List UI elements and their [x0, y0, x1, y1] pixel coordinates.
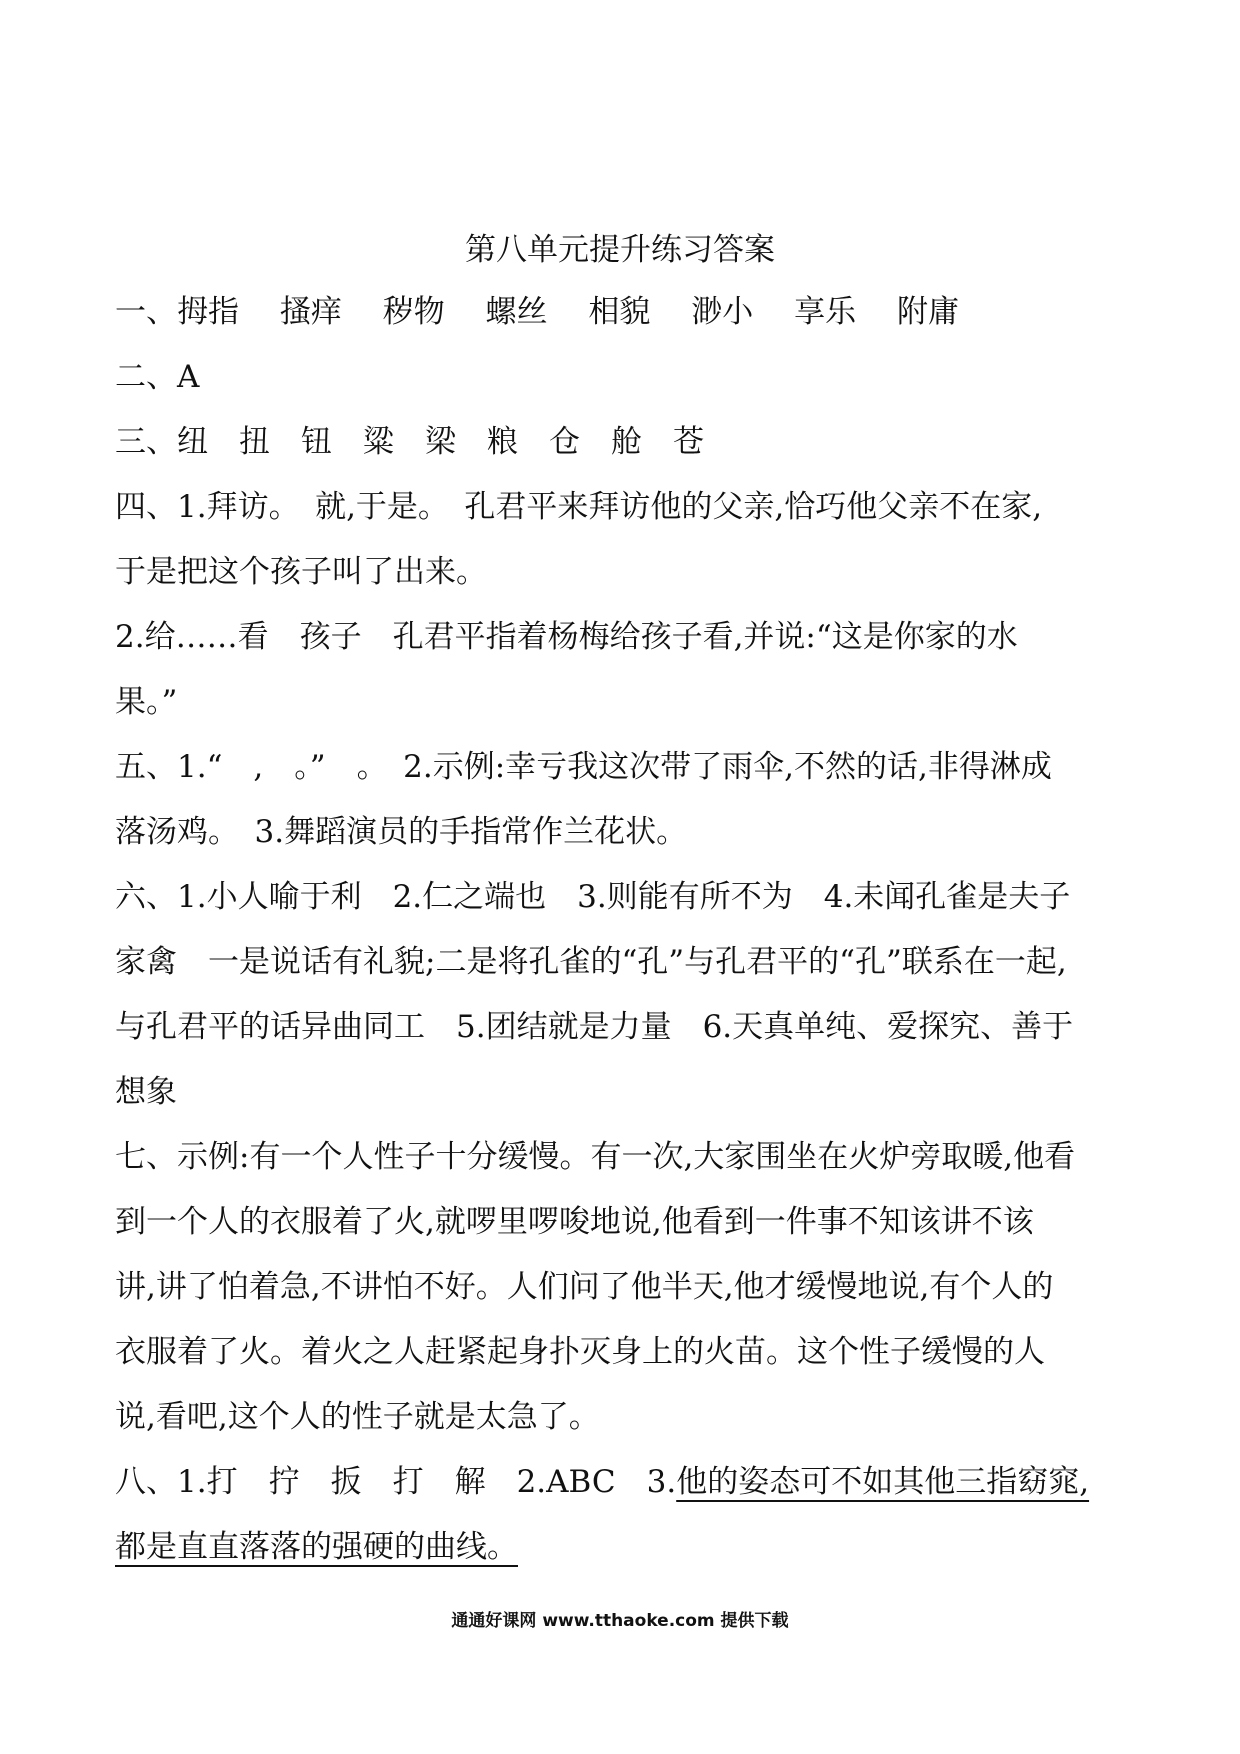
answer-line-9: 落汤鸡。 3.舞蹈演员的手指常作兰花状。 [115, 814, 688, 850]
section-8-line-1 [115, 1460, 1089, 1504]
answer-line-6: 2.给……看 孩子 孔君平指着杨梅给孩子看,并说:“这是你家的水 [115, 619, 1018, 655]
answer-line-5: 于是把这个孩子叫了出来。 [115, 554, 487, 590]
underlined-answer-part-2: 都是直直落落的强硬的曲线。 [115, 1529, 518, 1565]
answer-line-8: 五、1.“ , 。” 。 2.示例:幸亏我这次带了雨伞,不然的话,非得淋成 [115, 749, 1052, 785]
answer-line-15: 到一个人的衣服着了火,就啰里啰唆地说,他看到一件事不知该讲不该 [115, 1204, 1034, 1240]
answer-line-11: 家禽 一是说话有礼貌;二是将孔雀的“孔”与孔君平的“孔”联系在一起, [115, 944, 1067, 980]
footer-credit: 通通好课网 www.tthaoke.com 提供下载 [451, 1611, 789, 1631]
answer-line-2: 二、A [115, 359, 200, 395]
answer-line-13: 想象 [115, 1074, 177, 1110]
answer-line-10: 六、1.小人喻于利 2.仁之端也 3.则能有所不为 4.未闻孔雀是夫子 [115, 879, 1071, 915]
answer-line-4: 四、1.拜访。 就,于是。 孔君平来拜访他的父亲,恰巧他父亲不在家, [115, 489, 1043, 525]
section-8-prefix: 八、1.打 拧 扳 打 解 2.ABC 3. [115, 1464, 677, 1500]
section-8-line-2 [115, 1525, 518, 1569]
answer-line-14: 七、示例:有一个人性子十分缓慢。有一次,大家围坐在火炉旁取暖,他看 [115, 1139, 1076, 1175]
answer-line-18: 说,看吧,这个人的性子就是太急了。 [115, 1399, 600, 1435]
answer-line-1: 一、拇指 搔痒 秽物 螺丝 相貌 渺小 享乐 附庸 [115, 294, 959, 330]
answer-line-3: 三、纽 扭 钮 粱 梁 粮 仓 舱 苍 [115, 424, 704, 460]
answer-line-12: 与孔君平的话异曲同工 5.团结就是力量 6.天真单纯、爱探究、善于 [115, 1009, 1074, 1045]
page-title: 第八单元提升练习答案 [465, 232, 775, 268]
answer-line-7: 果。” [115, 684, 178, 720]
answer-line-16: 讲,讲了怕着急,不讲怕不好。人们问了他半天,他才缓慢地说,有个人的 [115, 1269, 1054, 1305]
underlined-answer-part-1: 他的姿态可不如其他三指窈窕, [676, 1464, 1090, 1500]
answer-line-17: 衣服着了火。着火之人赶紧起身扑灭身上的火苗。这个性子缓慢的人 [115, 1334, 1045, 1370]
